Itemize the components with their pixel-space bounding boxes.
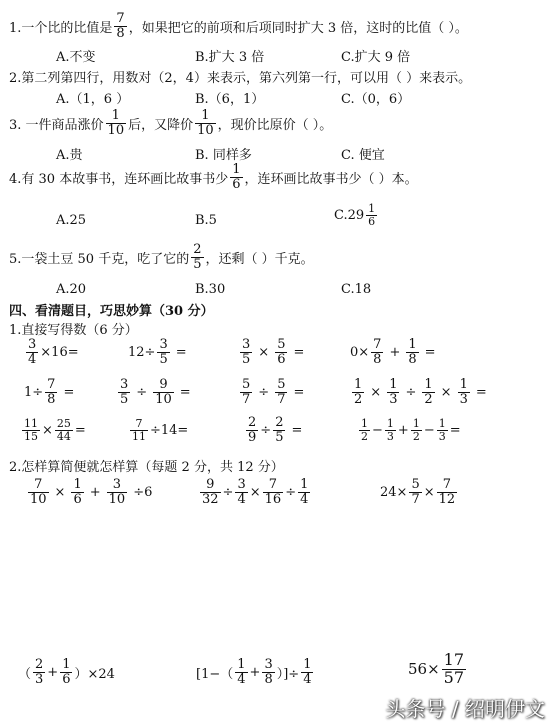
simplify-item: 24× $\frac{5}{7}$ × $\frac{7}{12}$ bbox=[380, 477, 456, 507]
calc-item: 12÷ $\frac{3}{5}$ = bbox=[128, 337, 187, 367]
calc-item: $\frac{11}{15}$ × $\frac{25}{44}$ = bbox=[24, 417, 86, 443]
q5-option-c: C.18 bbox=[341, 282, 372, 297]
part1-title: 1.直接写得数（6 分） bbox=[9, 323, 138, 338]
q3-option-c: C. 便宜 bbox=[341, 148, 385, 163]
question-4: 4.有 30 本故事书，连环画比故事书少 $\frac{1}{6}$ ，连环画比故事书少（ ）本。 bbox=[9, 162, 418, 192]
q3-option-b: B. 同样多 bbox=[195, 148, 252, 163]
question-5: 5.一袋土豆 50 千克，吃了它的 $\frac{2}{5}$ ，还剩（ ）千克。 bbox=[9, 242, 314, 272]
q4-option-b: B.5 bbox=[195, 213, 217, 228]
simplify-item: 56× $\frac{17}{57}$ bbox=[408, 650, 465, 687]
calc-item: $\frac{1}{2}$ − $\frac{1}{3}$ + $\frac{1}{2}$ − $\frac{1}{3}$ = bbox=[361, 417, 461, 443]
calc-item: $\frac{7}{11}$ ÷14= bbox=[132, 417, 189, 443]
fraction: $\frac{1}{6}$ bbox=[232, 162, 241, 192]
part2-title: 2.怎样算简便就怎样算（每题 2 分，共 12 分） bbox=[9, 460, 284, 475]
q2-option-c: C.（0，6） bbox=[341, 92, 411, 107]
q5-option-a: A.20 bbox=[56, 282, 87, 297]
q1-option-a: A.不变 bbox=[56, 50, 96, 65]
calc-item: $\frac{3}{5}$ ÷ $\frac{9}{10}$ = bbox=[120, 377, 191, 407]
calc-item: 1÷ $\frac{7}{8}$ = bbox=[24, 377, 75, 407]
calc-item: 0× $\frac{7}{8}$ + $\frac{1}{8}$ = bbox=[350, 337, 436, 367]
calc-item: $\frac{3}{4}$ ×16= bbox=[28, 337, 79, 367]
simplify-item: [1−（ $\frac{1}{4}$ + $\frac{3}{8}$ ）]÷ $\frac{1}{4}$ bbox=[196, 657, 312, 687]
fraction: $\frac{7}{8}$ bbox=[116, 11, 125, 41]
simplify-item: $\frac{7}{10}$ × $\frac{1}{6}$ + $\frac{3}{10}$ ÷6 bbox=[30, 477, 153, 507]
simplify-item: （ $\frac{2}{3}$ + $\frac{1}{6}$ ）×24 bbox=[18, 657, 115, 687]
q3-option-a: A.贵 bbox=[56, 148, 83, 163]
q4-option-c: C.29 $\frac{1}{6}$ bbox=[334, 202, 376, 228]
q2-option-a: A.（1，6 ） bbox=[56, 92, 130, 107]
calc-item: $\frac{1}{2}$ × $\frac{1}{3}$ ÷ $\frac{1}{2}$ × $\frac{1}{3}$ = bbox=[354, 377, 487, 407]
question-3: 3. 一件商品涨价 $\frac{1}{10}$ 后，又降价 $\frac{1}{10}$ ，现价比原价（ ）。 bbox=[9, 108, 333, 138]
q1-option-c: C.扩大 9 倍 bbox=[341, 50, 411, 65]
simplify-item: $\frac{9}{32}$ ÷ $\frac{3}{4}$ × $\frac{7}{16}$ ÷ $\frac{1}{4}$ bbox=[202, 477, 309, 507]
q1-option-b: B.扩大 3 倍 bbox=[195, 50, 265, 65]
q5-option-b: B.30 bbox=[195, 282, 226, 297]
q4-option-a: A.25 bbox=[56, 213, 87, 228]
fraction: $\frac{2}{5}$ bbox=[193, 242, 202, 272]
q2-option-b: B.（6，1） bbox=[195, 92, 265, 107]
question-1: 1.一个比的比值是 $\frac{7}{8}$ ，如果把它的前项和后项同时扩大 3 倍，这时的比值（ ）。 bbox=[9, 11, 468, 41]
fraction: $\frac{1}{6}$ bbox=[368, 202, 376, 228]
calc-item: $\frac{5}{7}$ ÷ $\frac{5}{7}$ = bbox=[242, 377, 305, 407]
calc-item: $\frac{3}{5}$ × $\frac{5}{6}$ = bbox=[242, 337, 305, 367]
fraction: $\frac{1}{10}$ bbox=[197, 108, 214, 138]
watermark: 头条号 / 绍明伊文 bbox=[385, 697, 545, 721]
fraction: $\frac{1}{10}$ bbox=[107, 108, 125, 138]
section-title: 四、看清题目，巧思妙算（30 分） bbox=[9, 304, 214, 319]
question-2: 2.第二列第四行，用数对（2，4）来表示，第六列第一行，可以用（ ）来表示。 bbox=[9, 71, 472, 86]
calc-item: $\frac{2}{9}$ ÷ $\frac{2}{5}$ = bbox=[248, 415, 303, 445]
